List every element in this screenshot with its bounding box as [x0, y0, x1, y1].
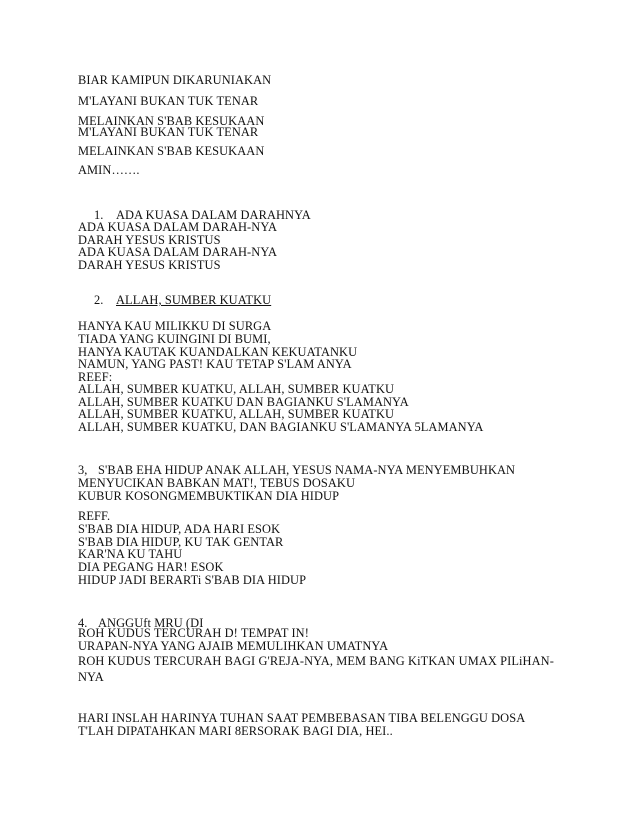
song2-line: HANYA KAUTAK KUANDALKAN KEKUATANKU	[78, 345, 358, 359]
song3-reff-line: REFF.	[78, 509, 111, 523]
song4-line: ROH KUDUS TERCURAH D! TEMPAT IN!	[78, 626, 309, 640]
song3-reff-line: S'BAB DIA HIDUP, ADA HARI ESOK	[78, 522, 281, 536]
song3-heading	[78, 464, 515, 476]
song2-line: HANYA KAU MILIKKU DI SURGA	[78, 319, 272, 333]
song4-line: ROH KUDUS TERCURAH BAGI G'REJA-NYA, MEM BANG KiTKAN UMAX PILiHAN-	[78, 654, 554, 668]
song2-line: TIADA YANG KUINGINI DI BUMI,	[78, 332, 271, 346]
song1-line: ADA KUASA DALAM DARAH-NYA	[78, 220, 278, 234]
song1-number: 1.	[94, 208, 104, 222]
song3-reff-line: S'BAB DIA HIDUP, KU TAK GENTAR	[78, 535, 284, 549]
block1-line: MELAINKAN S'BAB KESUKAAN	[78, 144, 265, 158]
song2-line: ALLAH, SUMBER KUATKU, ALLAH, SUMBER KUATKU	[78, 407, 395, 421]
song2-number: 2.	[94, 293, 104, 307]
song3-line: KUBUR KOSONGMEMBUKTIKAN DIA HIDUP	[78, 489, 340, 503]
song4-number: 4.	[78, 616, 88, 630]
song3-reff-line: KAR'NA KU TAHU	[78, 547, 183, 561]
block1-line: M'LAYANI BUKAN TUK TENAR	[78, 94, 259, 108]
song2-line: ALLAH, SUMBER KUATKU, DAN BAGIANKU S'LAMANYA 5LAMANYA	[78, 420, 484, 434]
song2-line: ALLAH, SUMBER KUATKU DAN BAGIANKU S'LAMANYA	[78, 395, 409, 409]
song1-title: ADA KUASA DALAM DARAHNYA	[116, 208, 311, 222]
song2-line: ALLAH, SUMBER KUATKU, ALLAH, SUMBER KUATKU	[78, 382, 395, 396]
song3-title: S'BAB EHA HIDUP ANAK ALLAH, YESUS NAMA-NYA MENYEMBUHKAN	[98, 463, 516, 477]
song2-heading	[94, 294, 271, 306]
final-line: HARI INSLAH HARINYA TUHAN SAAT PEMBEBASAN TIBA BELENGGU DOSA	[78, 711, 526, 725]
song1-line: DARAH YESUS KRISTUS	[78, 258, 221, 272]
song2-line: REEF:	[78, 370, 113, 384]
song3-line: MENYUCIKAN BABKAN MAT!, TEBUS DOSAKU	[78, 476, 356, 490]
block1-line: M'LAYANI BUKAN TUK TENAR	[78, 125, 259, 139]
song3-number: 3,	[78, 463, 88, 477]
song2-title: ALLAH, SUMBER KUATKU	[116, 293, 272, 307]
block1-line: AMIN…….	[78, 163, 140, 177]
song1-line: DARAH YESUS KRISTUS	[78, 233, 221, 247]
song2-line: NAMUN, YANG PAST! KAU TETAP S'LAM ANYA	[78, 357, 352, 371]
song3-reff-line: DIA PEGANG HAR! ESOK	[78, 560, 224, 574]
song4-line: URAPAN-NYA YANG AJAIB MEMULIHKAN UMATNYA	[78, 639, 389, 653]
song1-line: ADA KUASA DALAM DARAH-NYA	[78, 245, 278, 259]
block1-line: MELAINKAN S'BAB KESUKAAN	[78, 114, 265, 128]
song4-title: ANGGUft MRU (DI	[98, 616, 204, 630]
song4-line: NYA	[78, 670, 104, 684]
final-line: T'LAH DIPATAHKAN MARI 8ERSORAK BAGI DIA, HEI..	[78, 724, 393, 738]
song3-reff-line: HIDUP JADI BERARTi S'BAB DIA HIDUP	[78, 573, 307, 587]
block1-line: BIAR KAMIPUN DIKARUNIAKAN	[78, 73, 272, 87]
